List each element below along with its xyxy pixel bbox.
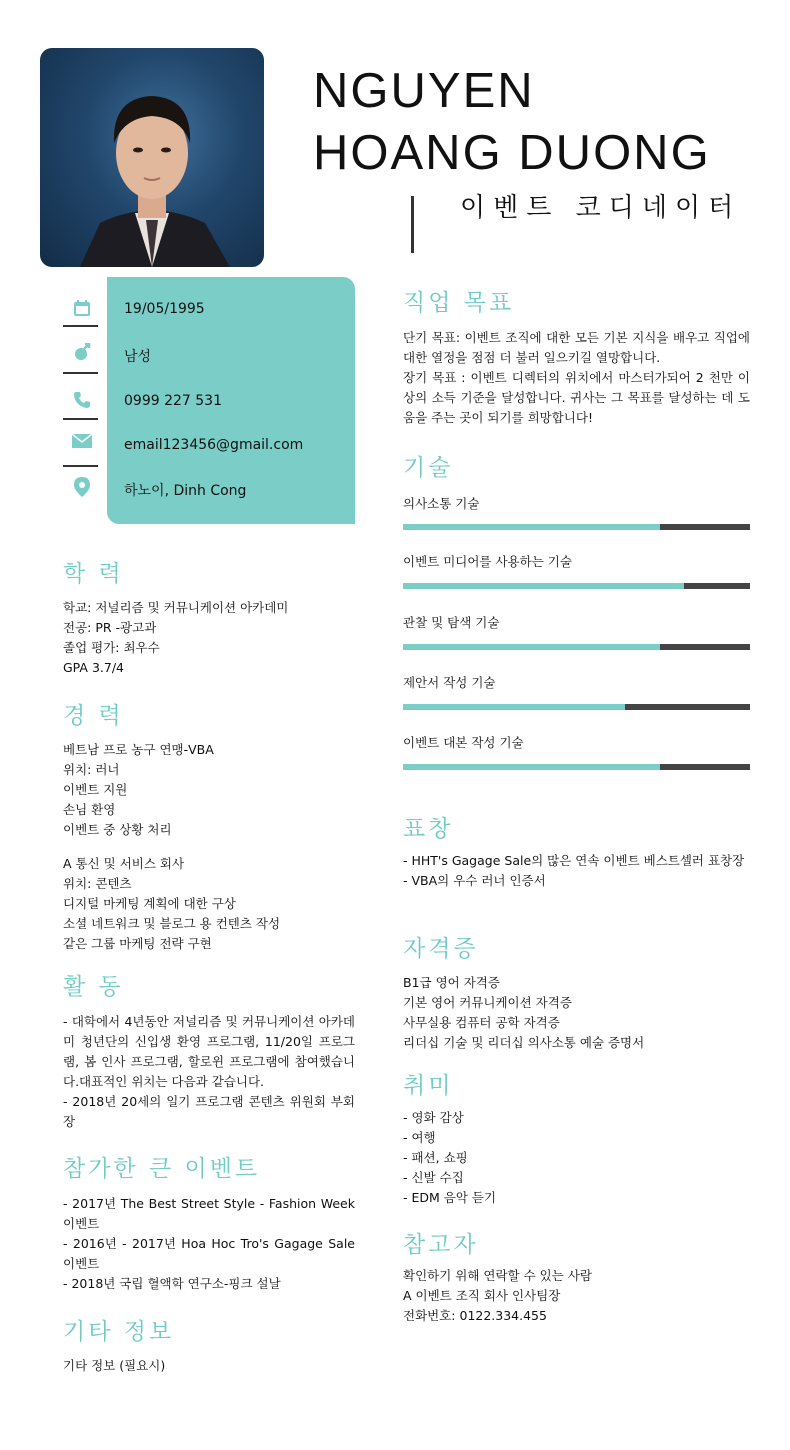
skill-bar-fill <box>403 644 660 650</box>
phone: 0999 227 531 <box>124 393 222 409</box>
skill-bar <box>403 764 750 770</box>
experience-block-1 <box>63 740 214 840</box>
experience-line: 위치: 콘텐츠 <box>63 876 132 891</box>
events-heading: 참가한 큰 이벤트 <box>63 1156 261 1182</box>
award-item: - HHT's Gagage Sale의 많은 연속 이벤트 베스트셀러 표창장 <box>403 853 745 868</box>
reference-line: A 이벤트 조직 회사 인사팀장 <box>403 1288 561 1303</box>
hobbies-body <box>403 1108 496 1208</box>
skill-bar-fill <box>403 583 684 589</box>
birthdate: 19/05/1995 <box>124 301 205 317</box>
skill-bar-fill <box>403 764 660 770</box>
skill-bar-fill <box>403 524 660 530</box>
phone-icon <box>66 385 98 415</box>
certificates-body <box>403 973 644 1053</box>
skill-label: 제안서 작성 기술 <box>403 675 496 690</box>
certificates-heading: 자격증 <box>403 936 479 962</box>
reference-line: 전화번호: 0122.334.455 <box>403 1308 547 1323</box>
contact-divider <box>63 372 98 374</box>
skill-bar <box>403 644 750 650</box>
skill-bar-fill <box>403 704 625 710</box>
experience-line: A 통신 및 서비스 회사 <box>63 856 185 871</box>
activities-body <box>63 1012 355 1132</box>
education-line: GPA 3.7/4 <box>63 660 124 675</box>
gender-icon <box>66 338 98 368</box>
hobby-item: - 여행 <box>403 1130 436 1145</box>
reference-line: 확인하기 위해 연락할 수 있는 사람 <box>403 1268 592 1283</box>
gender: 남성 <box>124 349 152 365</box>
hobby-item: - EDM 음악 듣기 <box>403 1190 497 1205</box>
skill-label: 의사소통 기술 <box>403 496 480 511</box>
experience-line: 베트남 프로 농구 연맹-VBA <box>63 742 214 757</box>
objective-heading: 직업 목표 <box>403 290 515 316</box>
activities-paragraph: - 대학에서 4년동안 저널리즘 및 커뮤니케이션 아카데미 청년단의 신입생 환영 프로그램, 11/20일 프로그램, 봄 인사 프로그램, 할로윈 프로그램에 참여했습니다.대표적인 위치는 다음과 같습니다. <box>63 1014 355 1089</box>
location-pin-icon <box>66 472 98 502</box>
email-icon <box>66 426 98 456</box>
hobby-item: - 신발 수집 <box>403 1170 464 1185</box>
references-body <box>403 1266 592 1326</box>
events-paragraph: - 2017년 The Best Street Style - Fashion Week이벤트 <box>63 1196 355 1231</box>
activities-heading: 활 동 <box>63 974 124 1000</box>
hobby-item: - 영화 감상 <box>403 1110 464 1125</box>
education-line: 졸업 평가: 최우수 <box>63 640 160 655</box>
profile-photo <box>40 48 264 267</box>
activities-paragraph: - 2018년 20세의 일기 프로그램 콘텐츠 위원회 부회장 <box>63 1094 355 1129</box>
skill-bar <box>403 524 750 530</box>
experience-block-2 <box>63 854 280 954</box>
education-line: 전공: PR -광고과 <box>63 620 157 635</box>
events-paragraph: - 2016년 - 2017년 Hoa Hoc Tro's Gagage Sale 이벤트 <box>63 1236 355 1271</box>
objective-paragraph: 단기 목표: 이벤트 조직에 대한 모든 기본 지식을 배우고 직업에 대한 열정을 점점 더 불러 일으키길 열망합니다. <box>403 330 750 365</box>
experience-line: 디지털 마케팅 계획에 대한 구상 <box>63 896 236 911</box>
education-line: 학교: 저널리즘 및 커뮤니케이션 아카데미 <box>63 600 289 615</box>
awards-heading: 표창 <box>403 816 454 842</box>
skills-heading: 기술 <box>403 455 454 481</box>
hobbies-heading: 취미 <box>403 1073 454 1099</box>
hobby-item: - 패션, 쇼핑 <box>403 1150 468 1165</box>
certificate-item: 사무실용 컴퓨터 공학 자격증 <box>403 1015 560 1030</box>
experience-line: 이벤트 지원 <box>63 782 128 797</box>
full-name <box>313 60 711 184</box>
contact-divider <box>63 418 98 420</box>
calendar-icon <box>66 293 98 323</box>
name-line-2: HOANG DUONG <box>313 126 711 180</box>
objective-paragraph: 장기 목표 : 이벤트 디렉터의 위치에서 마스터가되어 2 천만 이상의 소득 기준을 달성합니다. 귀사는 그 목표를 달성하는 데 도움을 주는 곳이 되기를 희망합니다! <box>403 370 750 425</box>
awards-body <box>403 851 750 891</box>
title-divider <box>411 196 414 253</box>
award-item: - VBA의 우수 러너 인증서 <box>403 873 546 888</box>
experience-line: 이벤트 중 상황 처리 <box>63 822 172 837</box>
other-info-heading: 기타 정보 <box>63 1319 175 1345</box>
experience-line: 소셜 네트워크 및 블로그 용 컨텐츠 작성 <box>63 916 281 931</box>
contact-divider <box>63 465 98 467</box>
email: email123456@gmail.com <box>124 437 304 453</box>
portrait-illustration <box>40 48 264 267</box>
skill-bar <box>403 704 750 710</box>
certificate-item: 기본 영어 커뮤니케이션 자격증 <box>403 995 572 1010</box>
experience-line: 손님 환영 <box>63 802 116 817</box>
address: 하노이, Dinh Cong <box>124 483 247 499</box>
references-heading: 참고자 <box>403 1232 479 1258</box>
skill-label: 이벤트 미디어를 사용하는 기술 <box>403 554 572 569</box>
education-body <box>63 598 288 678</box>
certificate-item: 리더십 기술 및 리더십 의사소통 예술 증명서 <box>403 1035 645 1050</box>
contact-divider <box>63 325 98 327</box>
certificate-item: B1급 영어 자격증 <box>403 975 500 990</box>
name-line-1: NGUYEN <box>313 64 535 118</box>
events-paragraph: - 2018년 국립 혈액학 연구소-핑크 설날 <box>63 1276 281 1291</box>
experience-line: 같은 그룹 마케팅 전략 구현 <box>63 936 212 951</box>
skill-label: 이벤트 대본 작성 기술 <box>403 735 524 750</box>
experience-heading: 경 력 <box>63 703 124 729</box>
education-heading: 학 력 <box>63 561 124 587</box>
other-info-text: 기타 정보 (필요시) <box>63 1358 166 1373</box>
skill-bar <box>403 583 750 589</box>
job-title: 이벤트 코디네이터 <box>460 193 742 223</box>
objective-body <box>403 328 750 428</box>
skill-label: 관찰 및 탐색 기술 <box>403 615 500 630</box>
experience-line: 위치: 러너 <box>63 762 120 777</box>
events-body <box>63 1194 355 1294</box>
